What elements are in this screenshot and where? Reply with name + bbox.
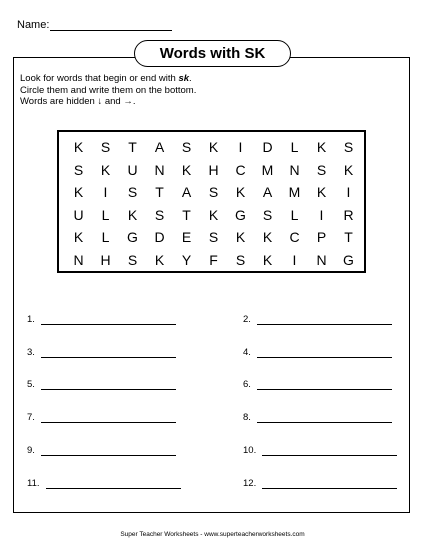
answer-line-12[interactable] — [243, 478, 397, 489]
answer-number: 4. — [243, 346, 251, 358]
grid-letter[interactable]: U — [127, 161, 138, 178]
grid-letter[interactable]: K — [154, 251, 165, 268]
word-search-grid — [57, 130, 366, 273]
grid-letter[interactable]: A — [181, 184, 192, 200]
grid-letter[interactable]: K — [100, 161, 111, 178]
answer-blank[interactable] — [46, 479, 181, 489]
grid-letter[interactable]: S — [208, 184, 219, 200]
grid-letter[interactable]: K — [208, 206, 219, 223]
grid-letter[interactable]: K — [235, 184, 246, 200]
grid-letter[interactable]: K — [316, 139, 327, 155]
grid-letter[interactable]: U — [73, 206, 84, 223]
answer-line-1[interactable] — [27, 314, 176, 325]
grid-letter[interactable]: C — [235, 161, 246, 178]
answer-blank[interactable] — [41, 380, 176, 390]
grid-letter[interactable]: N — [316, 251, 327, 268]
grid-letter[interactable]: S — [316, 161, 327, 178]
worksheet-title: Words with SK — [134, 40, 291, 67]
grid-letter[interactable]: S — [127, 251, 138, 268]
answer-line-7[interactable] — [27, 412, 176, 423]
answer-blank[interactable] — [257, 348, 392, 358]
answer-blank[interactable] — [257, 413, 392, 423]
grid-letter[interactable]: L — [101, 206, 110, 223]
grid-letter[interactable]: S — [235, 251, 246, 268]
grid-letter[interactable]: S — [343, 139, 354, 155]
grid-letter[interactable]: N — [73, 251, 84, 268]
grid-letter[interactable]: M — [288, 184, 301, 200]
answer-blank[interactable] — [41, 413, 176, 423]
grid-letter[interactable]: E — [181, 229, 192, 245]
grid-letter[interactable]: K — [262, 229, 273, 245]
answer-number: 12. — [243, 477, 257, 489]
grid-letter[interactable]: Y — [181, 251, 192, 268]
answer-number: 5. — [27, 379, 35, 391]
answer-line-3[interactable] — [27, 347, 176, 358]
grid-letter[interactable]: K — [73, 229, 84, 245]
answer-blank[interactable] — [257, 315, 392, 325]
grid-letter[interactable]: K — [316, 184, 327, 200]
grid-letter[interactable]: I — [346, 184, 351, 200]
answer-blank[interactable] — [41, 348, 176, 358]
grid-letter[interactable]: K — [73, 184, 84, 200]
answer-number: 9. — [27, 444, 35, 456]
footer-credit: Super Teacher Worksheets - www.superteacherworksheets.com — [120, 531, 305, 538]
grid-letter[interactable]: T — [182, 206, 191, 223]
grid-letter[interactable]: S — [181, 139, 192, 155]
grid-letter[interactable]: S — [208, 229, 219, 245]
answer-number: 2. — [243, 314, 251, 325]
answer-line-2[interactable] — [243, 314, 392, 325]
instructions — [20, 73, 196, 108]
grid-letter[interactable]: K — [127, 206, 138, 223]
grid-letter[interactable]: S — [73, 161, 84, 178]
grid-letter[interactable]: I — [238, 139, 243, 155]
grid-letter[interactable]: A — [262, 184, 273, 200]
answer-number: 6. — [243, 379, 251, 391]
answer-number: 10. — [243, 444, 257, 456]
grid-letter[interactable]: I — [292, 251, 297, 268]
grid-letter[interactable]: K — [262, 251, 273, 268]
grid-letter[interactable]: G — [343, 251, 354, 268]
answer-line-11[interactable] — [27, 478, 181, 489]
grid-letter[interactable]: H — [100, 251, 111, 268]
grid-letter[interactable]: P — [316, 229, 327, 245]
instruction-line-1: Look for words that begin or end with sk. — [20, 73, 192, 84]
grid-letter[interactable]: T — [128, 139, 137, 155]
grid-letter[interactable]: A — [154, 139, 165, 155]
grid-letter[interactable]: T — [344, 229, 353, 245]
grid-letter[interactable]: K — [208, 139, 219, 155]
grid-letter[interactable]: G — [127, 229, 138, 245]
grid-letter[interactable]: S — [262, 206, 273, 223]
answer-number: 1. — [27, 314, 35, 325]
answer-blank[interactable] — [257, 380, 392, 390]
grid-letter[interactable]: G — [235, 206, 246, 223]
grid-letter[interactable]: L — [290, 139, 299, 155]
grid-letter[interactable]: K — [73, 139, 84, 155]
grid-letter[interactable]: I — [103, 184, 108, 200]
instruction-line-2: Circle them and write them on the bottom. — [20, 84, 197, 96]
grid-letter[interactable]: I — [319, 206, 324, 223]
grid-letter[interactable]: M — [261, 161, 274, 178]
answer-blank[interactable] — [41, 446, 176, 456]
letter-grid — [65, 136, 362, 271]
answer-blank[interactable] — [262, 446, 397, 456]
grid-letter[interactable]: K — [181, 161, 192, 178]
answer-number: 3. — [27, 346, 35, 358]
name-line[interactable] — [50, 19, 172, 31]
answer-line-6[interactable] — [243, 379, 392, 390]
answer-line-10[interactable] — [243, 445, 397, 456]
answer-line-5[interactable] — [27, 379, 176, 390]
instruction-line-3: Words are hidden ↓ and →. — [20, 96, 136, 107]
answer-line-4[interactable] — [243, 347, 392, 358]
grid-letter[interactable]: N — [154, 161, 165, 178]
answer-line-9[interactable] — [27, 445, 176, 456]
grid-letter[interactable]: L — [290, 206, 299, 223]
grid-letter[interactable]: K — [235, 229, 246, 245]
answer-number: 8. — [243, 412, 251, 424]
grid-letter[interactable]: S — [100, 139, 111, 155]
answer-number: 7. — [27, 412, 35, 424]
name-field[interactable] — [17, 19, 172, 31]
grid-letter[interactable]: H — [208, 161, 219, 178]
answer-number: 11. — [27, 477, 40, 489]
grid-letter[interactable]: S — [127, 184, 138, 200]
grid-letter[interactable]: K — [343, 161, 354, 178]
grid-letter[interactable]: D — [262, 139, 273, 155]
grid-letter[interactable]: R — [343, 206, 354, 223]
grid-letter[interactable]: F — [209, 251, 218, 268]
grid-letter[interactable]: D — [154, 229, 165, 245]
answer-line-8[interactable] — [243, 412, 392, 423]
grid-letter[interactable]: N — [289, 161, 300, 178]
name-label: Name: — [17, 19, 50, 31]
answer-blank[interactable] — [41, 315, 176, 325]
grid-letter[interactable]: C — [289, 229, 300, 245]
grid-letter[interactable]: T — [155, 184, 164, 200]
grid-letter[interactable]: S — [154, 206, 165, 223]
grid-letter[interactable]: L — [101, 229, 110, 245]
answer-blank[interactable] — [262, 479, 397, 489]
